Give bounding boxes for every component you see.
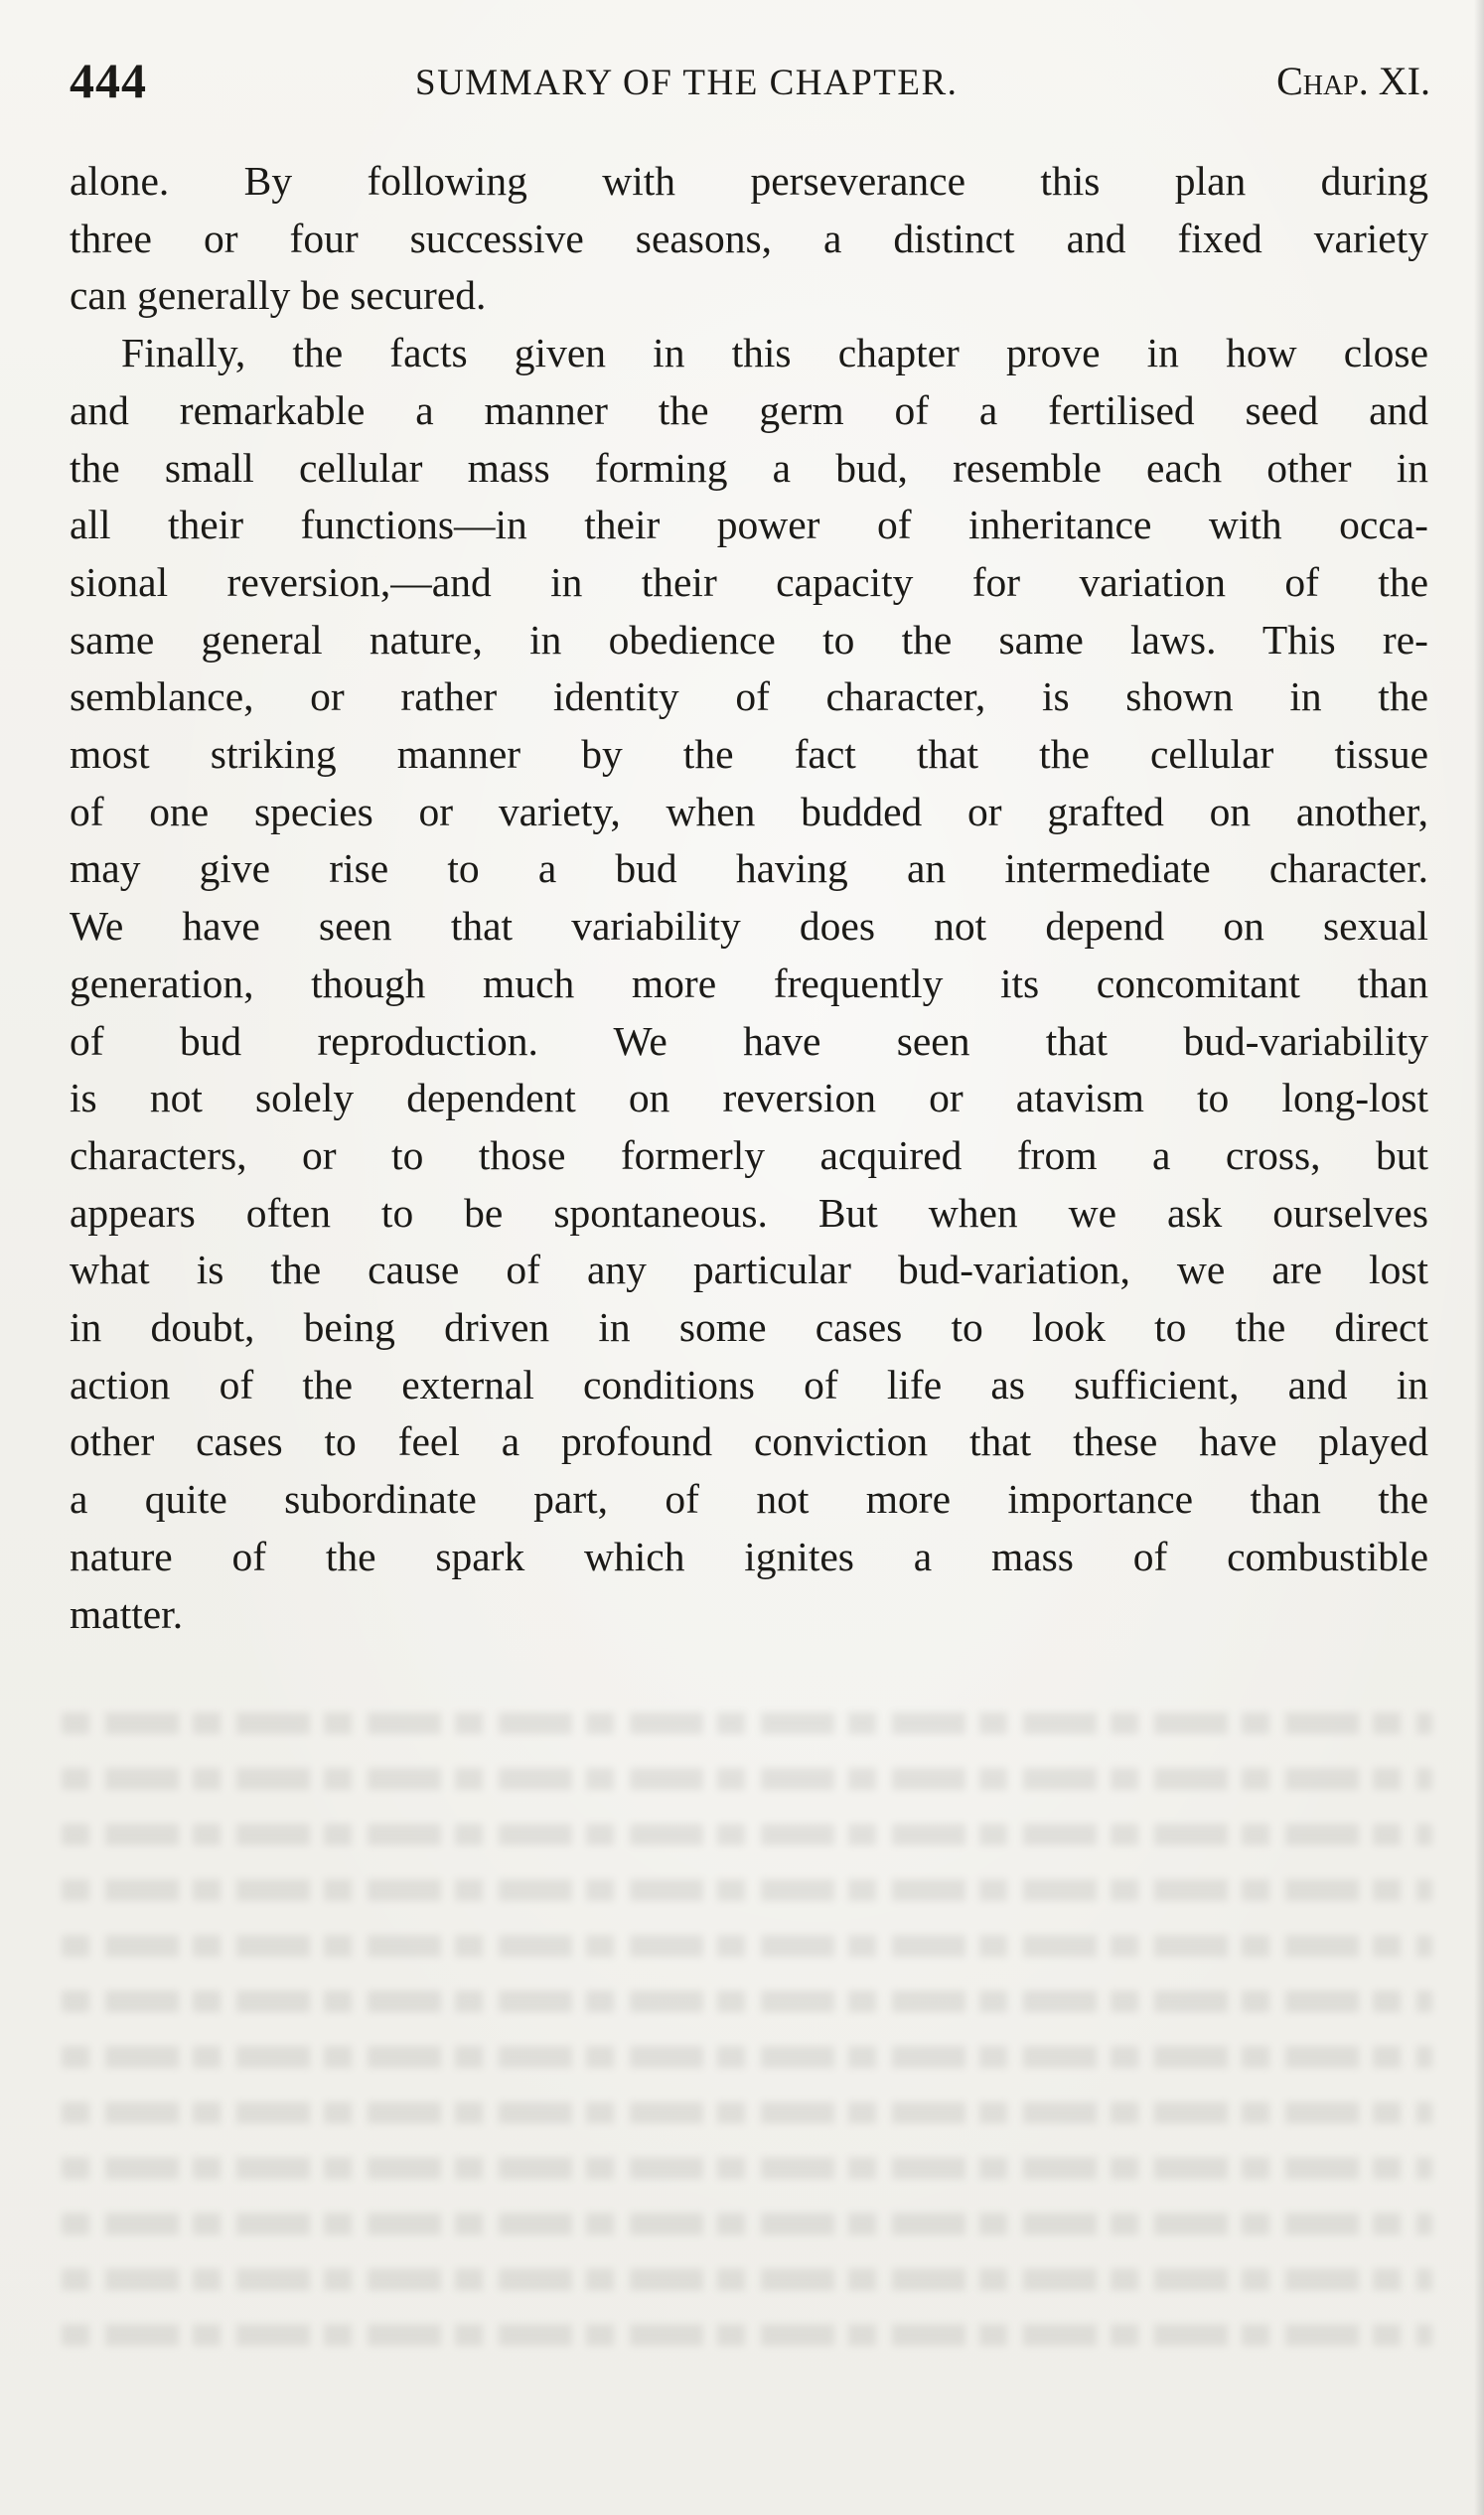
- body-text: [70, 153, 1428, 1643]
- text-line: We have seen that variability does not depend on sexual: [70, 903, 1428, 950]
- text-line: other cases to feel a profound conviction that these have played: [70, 1418, 1428, 1465]
- running-head: [70, 52, 1430, 121]
- text-line: can generally be secured.: [70, 272, 487, 319]
- text-line: semblance, or rather identity of character, is shown in the: [70, 673, 1428, 720]
- text-line: same general nature, in obedience to the same laws. This re-: [70, 616, 1428, 663]
- text-line: is not solely dependent on reversion or atavism to long-lost: [70, 1075, 1428, 1121]
- text-line: Finally, the facts given in this chapter prove in how close: [121, 330, 1428, 376]
- show-through-text: [62, 1679, 1432, 2473]
- text-line: sional reversion,—and in their capacity for variation of the: [70, 558, 1428, 605]
- text-line: appears often to be spontaneous. But when we ask ourselves: [70, 1189, 1428, 1236]
- running-title: SUMMARY OF THE CHAPTER.: [415, 63, 959, 103]
- page-edge-shadow: [1474, 0, 1484, 2515]
- text-line: and remarkable a manner the germ of a fertilised seed and: [70, 386, 1428, 433]
- text-line: most striking manner by the fact that the cellular tissue: [70, 731, 1428, 778]
- text-line: may give rise to a bud having an intermediate character.: [70, 845, 1428, 892]
- text-line: the small cellular mass forming a bud, resemble each other in: [70, 444, 1428, 491]
- text-line: nature of the spark which ignites a mass of combustible: [70, 1533, 1428, 1579]
- page-number: 444: [70, 53, 147, 108]
- text-line: alone. By following with perseverance this plan during: [70, 158, 1428, 204]
- text-line: what is the cause of any particular bud-variation, we are lost: [70, 1247, 1428, 1293]
- text-line: of one species or variety, when budded or grafted on another,: [70, 788, 1428, 834]
- text-line: characters, or to those formerly acquired from a cross, but: [70, 1131, 1428, 1178]
- text-line: action of the external conditions of life as sufficient, and in: [70, 1361, 1428, 1407]
- text-line: in doubt, being driven in some cases to look to the direct: [70, 1304, 1428, 1351]
- text-line: a quite subordinate part, of not more importance than the: [70, 1476, 1428, 1523]
- text-line: all their functions—in their power of inheritance with occa-: [70, 502, 1428, 548]
- text-line: matter.: [70, 1590, 184, 1637]
- text-line: of bud reproduction. We have seen that bud-variability: [70, 1017, 1428, 1064]
- chapter-reference: Chap. XI.: [1276, 59, 1430, 103]
- text-line: three or four successive seasons, a distinct and fixed variety: [70, 215, 1428, 261]
- text-line: generation, though much more frequently its concomitant than: [70, 960, 1428, 1006]
